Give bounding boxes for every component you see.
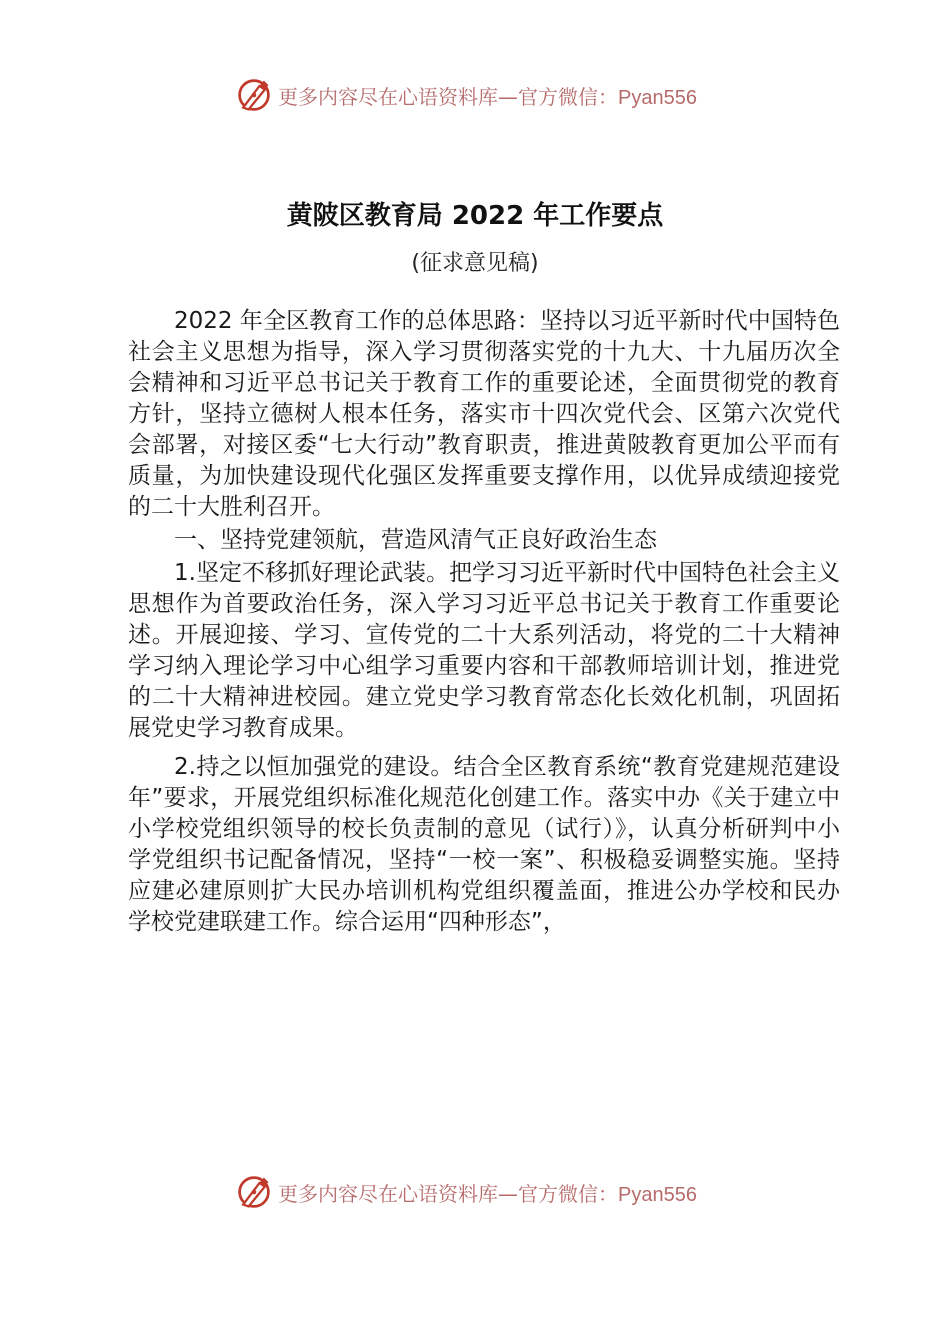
document-title: 黄陂区教育局 2022 年工作要点 [286, 201, 664, 231]
paragraph-item-2: 2.持之以恒加强党的建设。结合全区教育系统“教育党建规范建设年”要求，开展党组织标准化规范化创建工作。落实中办《关于建立中小学校党组织领导的校长负责制的意见（试行）》，认真分析研判中小学党组织书记配备情况，坚持“一校一案”、积极稳妥调整实施。坚持应建必建原则扩大民办培训机构党组织覆盖面，推进公办学校和民办学校党建联建工作。综合运用“四种形态”， [128, 754, 840, 935]
banner-wechat-id: Pyan556 [618, 86, 697, 109]
paragraph-overview: 2022 年全区教育工作的总体思路：坚持以习近平新时代中国特色社会主义思想为指导，深入学习贯彻落实党的十九大、十九届历次全会精神和习近平总书记关于教育工作的重要论述，全面贯彻党的教育方针，坚持立德树人根本任务，落实市十四次党代会、区第六次党代会部署，对接区委“七大行动”教育职责，推进黄陂教育更加公平而有质量，为加快建设现代化强区发挥重要支撑作用，以优异成绩迎接党的二十大胜利召开。 [128, 308, 840, 520]
pen-nib-logo-icon [236, 1174, 272, 1210]
paragraph-item-1: 1.坚定不移抓好理论武装。把学习习近平新时代中国特色社会主义思想作为首要政治任务，深入学习习近平总书记关于教育工作重要论述。开展迎接、学习、宣传党的二十大系列活动，将党的二十大精神学习纳入理论学习中心组学习重要内容和干部教师培训计划，推进党的二十大精神进校园。建立党史学习教育常态化长效化机制，巩固拓展党史学习教育成果。 [128, 560, 840, 741]
document-subtitle: (征求意见稿) [411, 251, 539, 276]
section-heading-1: 一、坚持党建领航，营造风清气正良好政治生态 [174, 527, 657, 553]
banner-label: 更多内容尽在心语资料库—官方微信： [278, 84, 618, 109]
pen-nib-logo-icon [236, 77, 272, 113]
document-body [128, 306, 840, 938]
footer-banner-wechat-id: Pyan556 [618, 1183, 697, 1206]
footer-banner [236, 1173, 697, 1211]
footer-banner-label: 更多内容尽在心语资料库—官方微信： [278, 1181, 618, 1206]
header-banner [236, 76, 697, 114]
